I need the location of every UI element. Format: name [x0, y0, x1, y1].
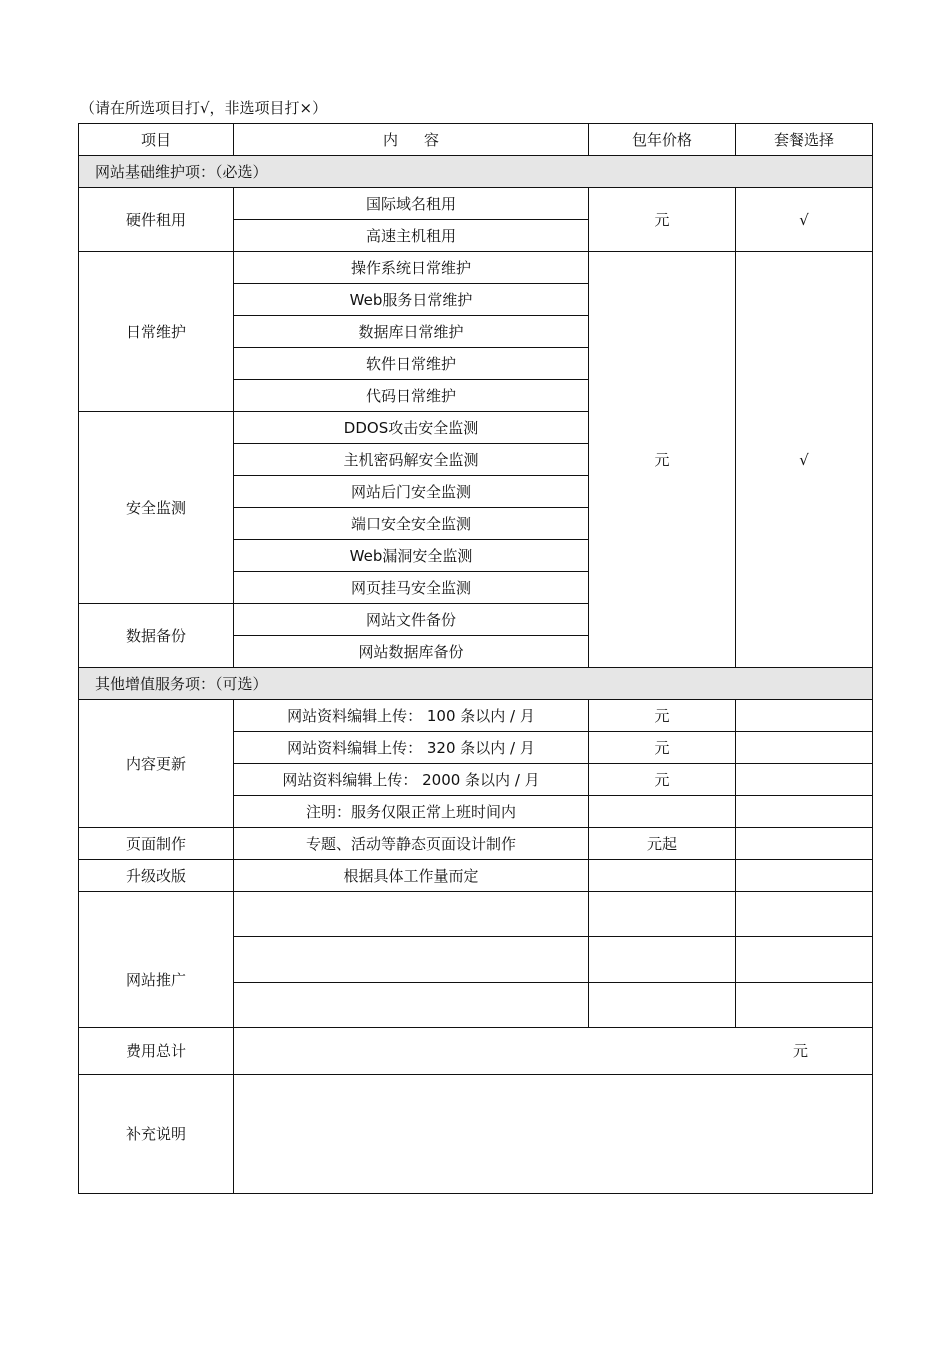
security-item: 端口安全安全监测 — [234, 508, 589, 540]
hardware-item: 国际域名租用 — [234, 188, 589, 220]
content-update-choice[interactable] — [736, 732, 873, 764]
promotion-price[interactable] — [589, 892, 736, 937]
promotion-price[interactable] — [589, 937, 736, 982]
content-update-price[interactable] — [589, 796, 736, 828]
content-update-choice[interactable] — [736, 700, 873, 732]
content-update-item: 网站资料编辑上传： 2000 条以内 / 月 — [234, 764, 589, 796]
promotion-choice[interactable] — [736, 937, 873, 982]
basic-section-row — [79, 156, 873, 188]
upgrade-price[interactable] — [589, 860, 736, 892]
daily-item: 代码日常维护 — [234, 380, 589, 412]
page-making-price[interactable]: 元起 — [589, 828, 736, 860]
header-content-a: 内 — [382, 130, 398, 149]
daily-item: 数据库日常维护 — [234, 316, 589, 348]
security-label: 安全监测 — [79, 412, 234, 604]
content-update-price[interactable]: 元 — [589, 700, 736, 732]
backup-item: 网站文件备份 — [234, 604, 589, 636]
table-row — [79, 700, 873, 732]
table-header-row — [79, 124, 873, 156]
header-content-b: 容 — [424, 130, 440, 149]
total-label: 费用总计 — [79, 1028, 234, 1075]
content-update-item: 网站资料编辑上传： 100 条以内 / 月 — [234, 700, 589, 732]
total-row — [79, 1028, 873, 1075]
total-value[interactable]: 元 — [234, 1028, 873, 1075]
header-content — [234, 124, 589, 156]
maintenance-choice[interactable]: √ — [736, 252, 873, 668]
maintenance-price[interactable]: 元 — [589, 252, 736, 668]
daily-item: 软件日常维护 — [234, 348, 589, 380]
daily-item: 操作系统日常维护 — [234, 252, 589, 284]
content-update-price[interactable]: 元 — [589, 732, 736, 764]
selection-instruction: （请在所选项目打√，非选项目打×） — [80, 99, 328, 117]
content-update-price[interactable]: 元 — [589, 764, 736, 796]
content-update-choice[interactable] — [736, 764, 873, 796]
security-item: 主机密码解安全监测 — [234, 444, 589, 476]
promotion-label: 网站推广 — [79, 892, 234, 1028]
hardware-item: 高速主机租用 — [234, 220, 589, 252]
promotion-content[interactable] — [234, 982, 589, 1027]
header-choice: 套餐选择 — [736, 124, 873, 156]
hardware-choice[interactable]: √ — [736, 188, 873, 252]
backup-label: 数据备份 — [79, 604, 234, 668]
page-making-content: 专题、活动等静态页面设计制作 — [234, 828, 589, 860]
header-price: 包年价格 — [589, 124, 736, 156]
page-making-choice[interactable] — [736, 828, 873, 860]
upgrade-content: 根据具体工作量而定 — [234, 860, 589, 892]
table-row — [79, 188, 873, 220]
upgrade-label: 升级改版 — [79, 860, 234, 892]
hardware-price[interactable]: 元 — [589, 188, 736, 252]
content-update-choice[interactable] — [736, 796, 873, 828]
security-item: Web漏洞安全监测 — [234, 540, 589, 572]
security-item: 网页挂马安全监测 — [234, 572, 589, 604]
remark-label: 补充说明 — [79, 1075, 234, 1194]
header-item: 项目 — [79, 124, 234, 156]
promotion-price[interactable] — [589, 982, 736, 1027]
daily-item: Web服务日常维护 — [234, 284, 589, 316]
table-row — [79, 860, 873, 892]
table-row — [79, 252, 873, 284]
hardware-label: 硬件租用 — [79, 188, 234, 252]
promotion-choice[interactable] — [736, 892, 873, 937]
remark-row — [79, 1075, 873, 1194]
content-update-note: 注明：服务仅限正常上班时间内 — [234, 796, 589, 828]
backup-item: 网站数据库备份 — [234, 636, 589, 668]
promotion-content[interactable] — [234, 937, 589, 982]
remark-content[interactable] — [234, 1075, 873, 1194]
promotion-choice[interactable] — [736, 982, 873, 1027]
value-added-section-row — [79, 668, 873, 700]
value-added-section-title: 其他增值服务项：（可选） — [79, 668, 873, 700]
basic-section-title: 网站基础维护项：（必选） — [79, 156, 873, 188]
security-item: 网站后门安全监测 — [234, 476, 589, 508]
service-order-table — [78, 123, 873, 1194]
security-item: DDOS攻击安全监测 — [234, 412, 589, 444]
table-row — [79, 828, 873, 860]
content-update-item: 网站资料编辑上传： 320 条以内 / 月 — [234, 732, 589, 764]
daily-label: 日常维护 — [79, 252, 234, 412]
page-making-label: 页面制作 — [79, 828, 234, 860]
promotion-content[interactable] — [234, 892, 589, 937]
upgrade-choice[interactable] — [736, 860, 873, 892]
content-update-label: 内容更新 — [79, 700, 234, 828]
table-row — [79, 892, 873, 937]
